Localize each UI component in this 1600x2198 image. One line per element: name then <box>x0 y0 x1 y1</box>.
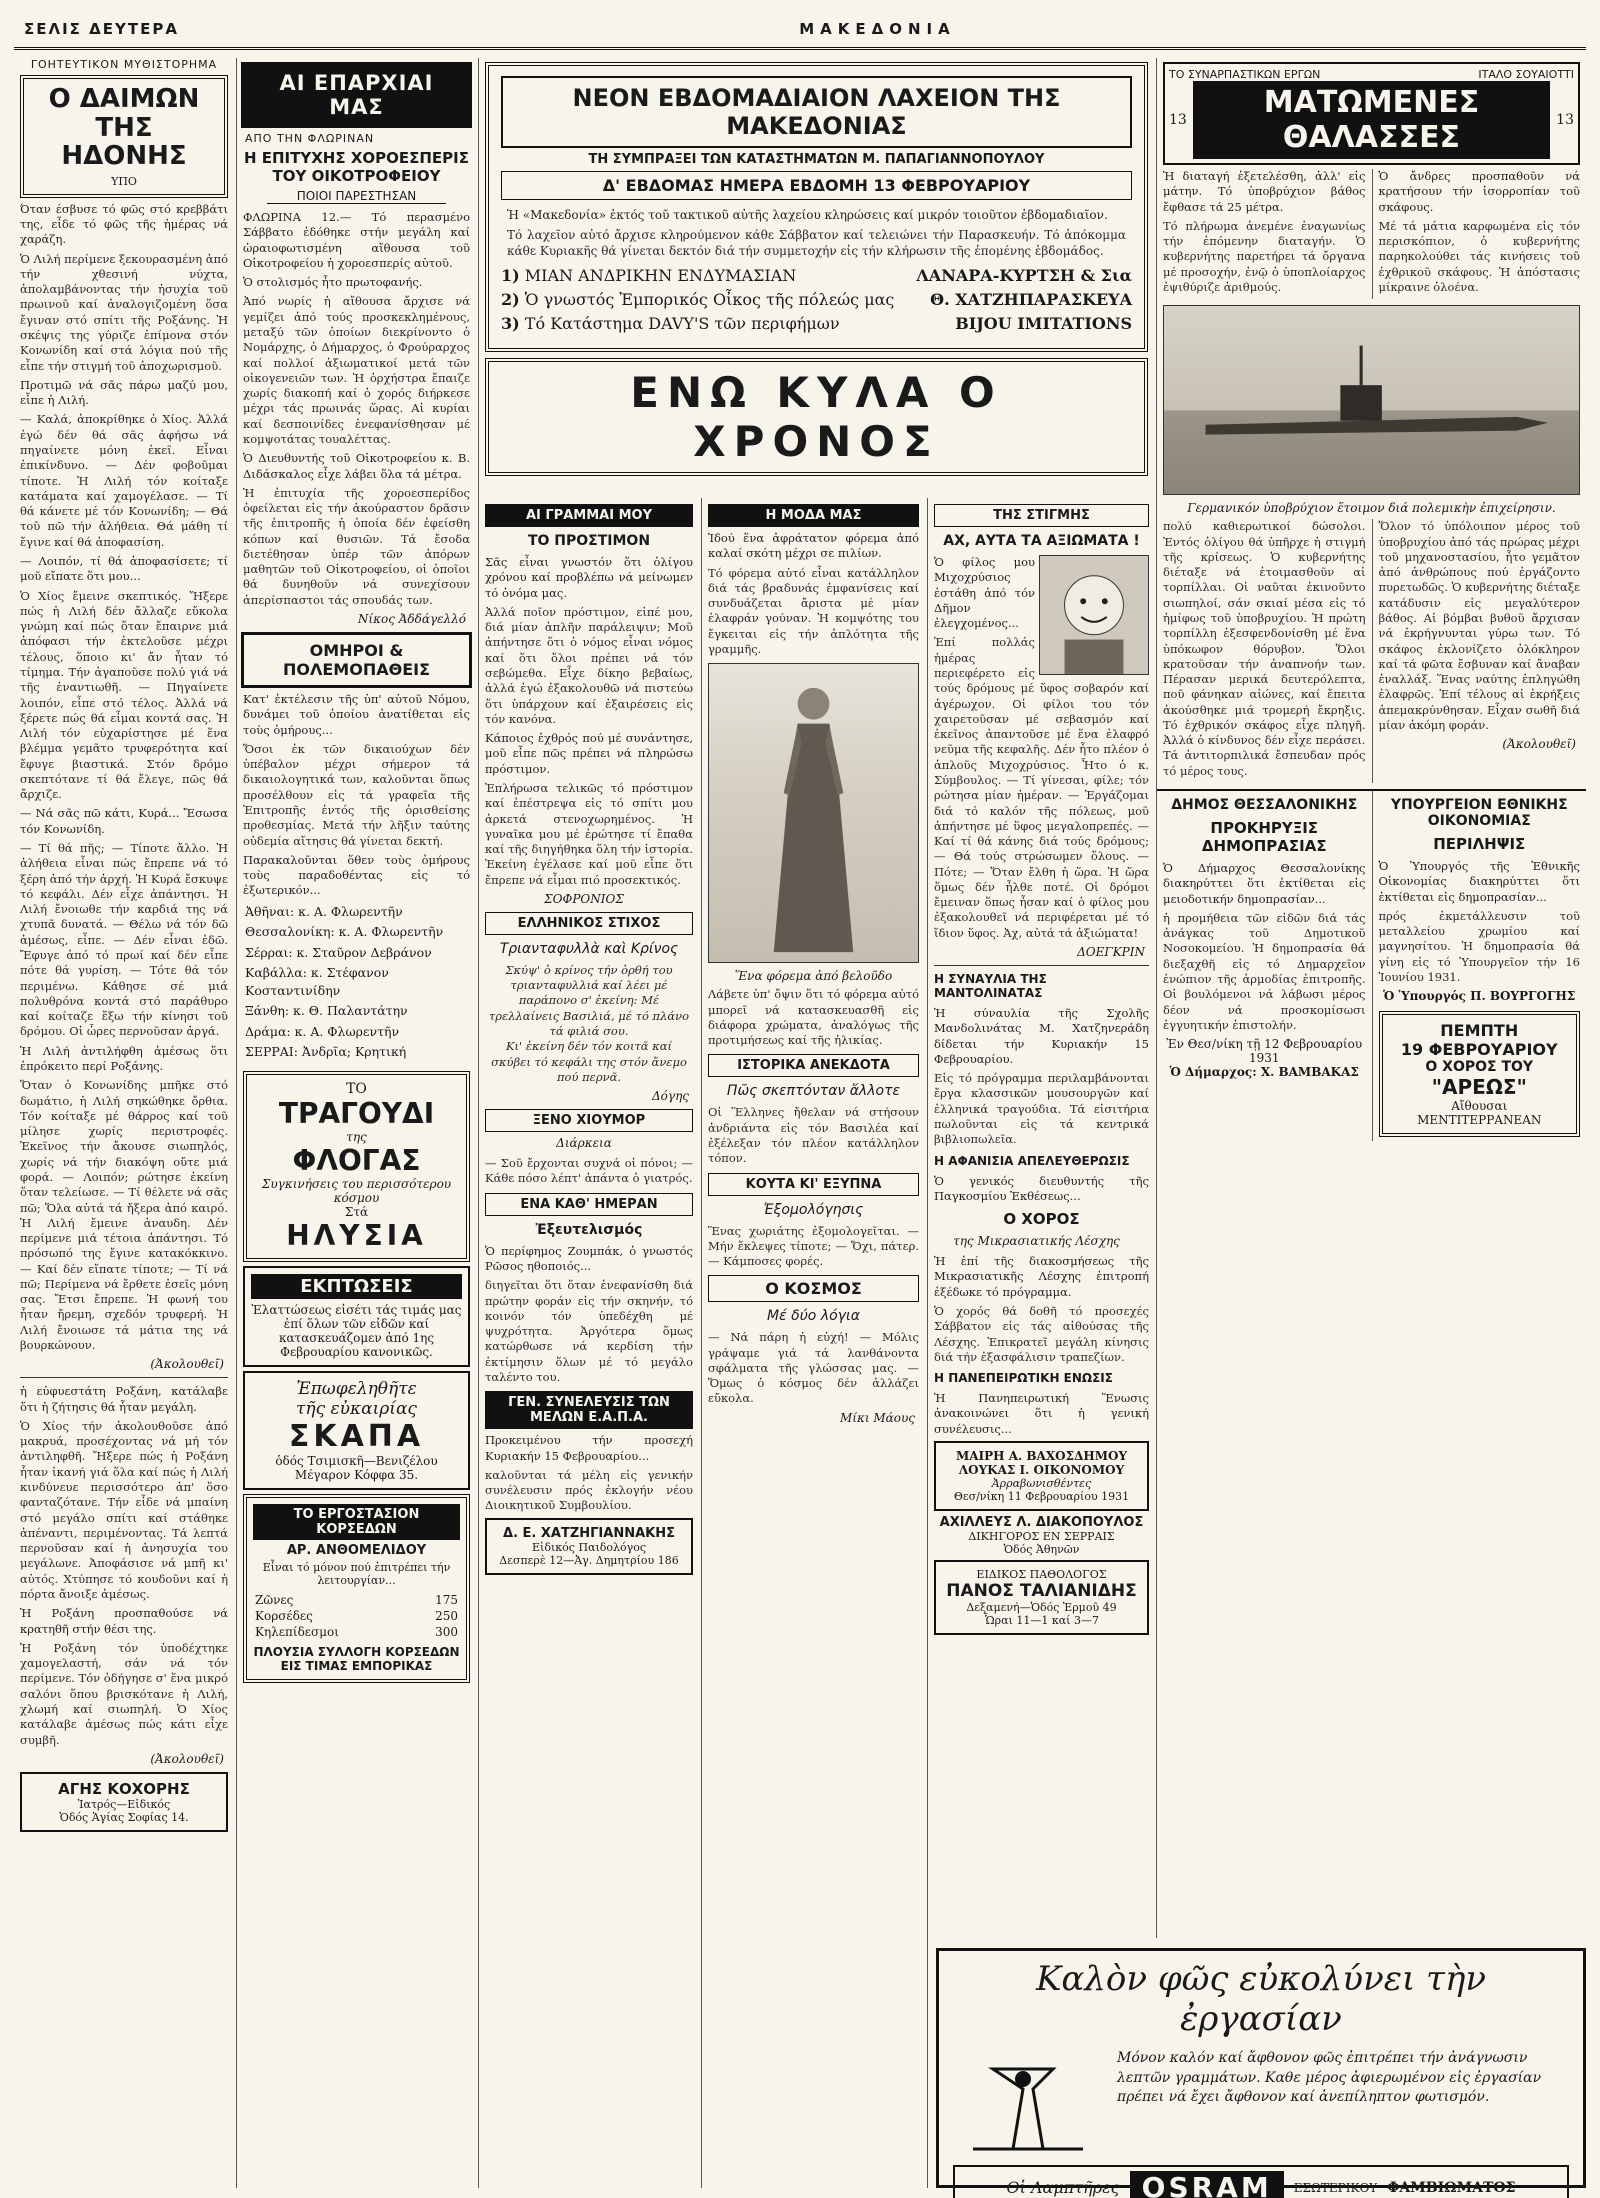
wedding-ad <box>934 1441 1149 1511</box>
dimos-signer: Ὁ Δήμαρχος: Χ. ΒΑΜΒΑΚΑΣ <box>1169 1065 1359 1080</box>
moda-paragraph: Λάβετε ὑπ' ὄψιν ὅτι τό φόρεμα αὐτό μπορεῖ νά κατασκευασθῆ εἰς διάφορα χρώματα, ἀναλόγως τῆς προτιμήσεως καί τῆς ἡλικίας. <box>708 987 919 1048</box>
tragoudi-line: Συγκινήσεις του περισσότερου κόσμου <box>261 1176 452 1205</box>
koyta-text: Ἕνας χωριάτης ἐξομολογεῖται. — Μήν ἔκλεψες τίποτε; — Ὄχι, πάτερ. — Κάμποσες φορές. <box>708 1223 919 1269</box>
lawyer-role: ΔΙΚΗΓΟΡΟΣ ΕΝ ΣΕΡΡΑΙΣ <box>968 1529 1115 1543</box>
lottery-prize: 3) Τό Κατάστημα DAVY'S τῶν περιφήμων BIJOU IMITATIONS <box>501 313 1132 333</box>
stigmis-paragraph: Ἐπί πολλάς ἡμέρας περιεφέρετο εἰς τούς δρόμους μέ ὕφος σοβαρόν καί ἀγέρωχον. Οἱ φίλοι του τόν χαιρετοῦσαν μέ σεβασμόν καί ἐκεῖνος ἀπαντοῦσε μέ ἕνα ἐλαφρό νεῦμα τῆς κεφαλῆς. Δέν ἦτο πλέον ὁ ἁπλοῦς Μιχοχρύσιος. Ἦτο ὁ κ. Σύμβουλος. — Τί γίνεσαι, φίλε; τόν ρώτησα μίαν ἡμέραν. — Ἐργάζομαι διά τό καλόν τῆς πόλεως, μοῦ ἀπήντησε μέ ὕφος μεγαλοπρεπές. — Καί τί θά κάνης διά τούς δρόμους; — Θά τούς στρώσωμεν ὅλους. — Πότε; — Ὅταν ἔλθη ἡ ὥρα. Ἡ ὥρα ὅμως δέν ἦλθε ποτέ. Οἱ δρόμοι ἔμειναν ὅπως ἦσαν καί ὁ φίλος μου ἐξακολουθεῖ νά περιφέρεται μέ τό ἴδιον ὕφος. Ἀχ, αὐτά τά ἀξιώματα! <box>934 635 1149 940</box>
mia-imera-text: Ὁ περίφημος Ζουμπάκ, ὁ γνωστός Ρῶσος ηθοποιός... <box>485 1243 693 1273</box>
panos-ad <box>934 1560 1149 1635</box>
seas-paragraph: Ὅλον τό ὑπόλοιπον μέρος τοῦ ὑποβρυχίου ἀπό τάς πρώρας μέχρι τοῦ μηχανοστασίου, ἦτο γεμᾶτον ἀπό ἀνθρώπους πού ἐργάζοντο πυρετωδῶς. Ὁ κυβερνήτης διέταξε κατάδυσιν εἰς μεγαλύτερον βάθος. Αἱ βόμβαι βυθοῦ ἄρχισαν νά ἐκρήγνυνται γύρω των. Τό σκάφος ἐκλονίζετο ὁλόκληρον καί τά φῶτα ἔσβυναν καί ἄναβαν ἐναλλάξ. Ἕνας ναύτης ἐπληγώθη ἐλαφρῶς. Ἐπί τέλους αἱ ἐκρήξεις ἀπεμακρύνθησαν. Εἶχαν σωθῆ διά μίαν ἀκόμη φοράν. <box>1378 519 1580 732</box>
ministry-headline: ΠΕΡΙΛΗΨΙΣ <box>1433 835 1526 854</box>
homer-places <box>237 903 476 1061</box>
choros-sub: της Μικρασιατικής Λέσχης <box>953 1234 1120 1249</box>
stigmis-paragraph: Ὁ φίλος μου Μιχοχρύσιος ἐστάθη ἀπό τόν Δῆμον ἐλεγχομένος... <box>934 555 1035 631</box>
center-block <box>478 58 1154 2188</box>
seas-number: 13 <box>1169 112 1187 128</box>
genus-title: ΓΕΝ. ΣΥΝΕΛΕΥΣΙΣ ΤΩΝ ΜΕΛΩΝ Ε.Α.Π.Α. <box>485 1391 693 1429</box>
seas-author: ΙΤΑΛΟ ΣΟΥΑΙΟΤΤΙ <box>1478 68 1574 81</box>
stichos-author: Δόγης <box>652 1089 689 1104</box>
stigmis-title: ΤΗΣ ΣΤΙΓΜΗΣ <box>934 504 1149 527</box>
tragoudi-venue: ΗΛΥΣΙΑ <box>286 1218 427 1252</box>
seas-paragraph: Μέ τά μάτια καρφωμένα εἰς τόν περισκόπιον, ὁ κυβερνήτης παρηκολούθει τάς κινήσεις τοῦ ἐχθρικοῦ σκάφους. Ἡ ἀπόστασις μίκραινε ὁλοένα. <box>1378 218 1580 294</box>
homer-paragraph: Κατ' ἐκτέλεσιν τῆς ὑπ' αὐτοῦ Νόμου, δυνάμει τοῦ ὁποίου ἀνατίθεται εἰς τοὺς ὁμήρους... <box>243 692 470 737</box>
homer-place: Σέρραι: κ. Σταῦρον Δεβράνον <box>245 944 432 960</box>
dance-line: Ο ΧΟΡΟΣ ΤΟΥ <box>1425 1059 1534 1076</box>
divider <box>934 965 1149 966</box>
novel-issue: ΥΠΟ <box>111 174 137 188</box>
choros-text: Ὁ χορός θά δοθῆ τό προσεχές Σάββατον εἰς τάς αἰθούσας τῆς Λέσχης. Ἐπικρατεῖ μεγάλη κίνησις διά τήν ἐξασφάλισιν τραπεζίων. <box>934 1303 1149 1364</box>
afanismos-title: Η ΑΦΑΝΙΣΙΑ ΑΠΕΛΕΥΘΕΡΩΣΙΣ <box>934 1153 1130 1168</box>
ekptoseis-title: ΕΚΠΤΩΣΕΙΣ <box>251 1274 462 1299</box>
lottery-ad <box>485 62 1148 352</box>
koyta-title: ΚΟΥΤΑ ΚΙ' ΕΞΥΠΝΑ <box>708 1173 919 1196</box>
lawyer-name: ΑΧΙΛΛΕΥΣ Λ. ΔΙΑΚΟΠΟΥΛΟΣ <box>939 1514 1144 1530</box>
novel-kicker: ΓΟΗΤΕΥΤΙΚΟΝ ΜΥΘΙΣΤΟΡΗΜΑ <box>30 58 218 71</box>
dimos-text: Ὁ Δήμαρχος Θεσσαλονίκης διακηρύττει ὅτι ἐκτίθεται εἰς μειοδοτικήν δημοπρασίαν... <box>1163 861 1366 906</box>
hatzi-ad <box>485 1518 693 1575</box>
stichos-title: ΕΛΛΗΝΙΚΟΣ ΣΤΙΧΟΣ <box>485 912 693 935</box>
column-right <box>1156 58 1586 1938</box>
column-provinces <box>236 58 476 2188</box>
stichos-headline: Τριανταφυλλὰ καὶ Κρίνος <box>499 940 679 957</box>
page-label: ΣΕΛΙΣ ΔΕΥΤΕΡΑ <box>24 19 179 38</box>
novel-paragraph: — Τί θά πῆς; — Τίποτε ἄλλο. Ἡ ἀλήθεια εἶναι πώς ἔπρεπε νά τό ξέρη ἀπό τήν ἀρχή. Ἡ Κυρά ἔσκυψε τό κεφάλι. Δέν εἶχε ἀπάντησι. Ἡ Λιλή ἔνοιωθε τήν καρδιά της νά χτυπᾶ δυνατά. — Θέλω νά τόν δῶ ἀμέσως, εἶπε. — Δέν εἶναι ἐδῶ. Ἔφυγε ἀπό τό πρωί καί δέν εἶπε πότε θά γυρίση. — Τότε θά τόν περιμένω. Κάθησε σέ μιά πολυθρόνα κοντά στό παράθυρο καί κοίταζε ἔξω τήν κίνησι τοῦ δρόμου. Οἱ ὧρες περνοῦσαν ἀργά. <box>20 841 228 1039</box>
osram-brand-left: Οἱ Λαμπτῆρες <box>1006 2178 1120 2197</box>
lottery-intro: Τό λαχεῖον αὐτό ἄρχισε κληρούμενον κάθε Σάββατον καί τελειώνει τήν Παρασκευήν. Τό ἀπόκομμα κάθε Κυριακῆς θά γίνεται δεκτόν διά τήν συμμετοχήν εἰς τήν κλήρωσιν τῆς ἐπομένης ἑβδομάδος. <box>507 227 1126 258</box>
homer-place: Ξάνθη: κ. Θ. Παλαντάτην <box>245 1003 408 1019</box>
choros-text: Ἡ ἐπί τῆς διακοσμήσεως τῆς Μικρασιατικῆς Λέσχης ἐπιτροπή ἐξέδωκε τό πρόγραμμα. <box>934 1254 1149 1299</box>
provinces-paragraph: Ἀπό νωρίς ἡ αἴθουσα ἄρχισε νά γεμίζει ἀπό τούς προσκεκλημένους, μεταξύ τῶν ὁποίων διεκρίνοντο ὁ Νομάρχης, ὁ Δήμαρχος, ὁ Φρούραρχος καί πολλοί ἀξιωματικοί μετά τῶν οἰκογενειῶν των. Ἡ ὀρχήστρα ἔπαιζε χωρίς διακοπή καί ὁ χορός διήρκεσε μέχρι τάς πρωινάς ὥρας. Αἱ κυρίαι καί δεσποινίδες ἐνεφανίσθησαν μέ κομψοτάτας τουαλέττας. <box>243 294 470 446</box>
seas-paragraph: πολύ καθιερωτικοί δώσολοι. Ἐντός ὀλίγου θά ὑπῆρχε ἡ στιγμή τῆς κρίσεως. Ὁ κυβερνήτης διέταξε νά ἑτοιμασθοῦν αἱ τορπίλλαι. Οἱ ναῦται ἐκινοῦντο σιωπηλοί, σάν σκιαί μέσα εἰς τό ἡμίφως τοῦ ὑποβρυχίου. Ἡ πρώτη τορπίλλη ἐξεσφενδονίσθη μέ ἕνα ὑπόκωφον θόρυβον. Ὅλοι κρατοῦσαν τήν ἀναπνοήν των. Πέρασαν μερικά δευτερόλεπτα, ποῦ φάνηκαν αἰώνες, καί ἔπειτα ἀκούσθηκε μιά τρομερή ἔκρηξις. Τό ἐχθρικόν σκάφος εἶχε πληγῆ. Ἀλλά ὁ κίνδυνος δέν εἶχε περάσει. Τά ἀντιτορπιλικά ἔσπευδαν πρός τό μέρος τους. <box>1163 519 1366 778</box>
provinces-paragraph: Ὁ στολισμός ἦτο πρωτοφανής. <box>243 275 423 290</box>
provinces-headline: Η ΕΠΙΤΥΧΗΣ ΧΟΡΟΕΣΠΕΡΙΣ ΤΟΥ ΟΙΚΟΤΡΟΦΕΙΟΥ <box>243 149 469 185</box>
left-bottom-paragraph: Ὁ Χίος τήν ἀκολουθοῦσε ἀπό μακρυά, προσέχοντας νά μή τόν ἀντιληφθῆ. Ἤξερε πώς ἡ Ροξάνη ἦταν ἱκανή γιά ὅλα καί πώς ἡ Λιλή κινδύνευε περισσότερο ἀπ' ὅσο φανταζότανε. Τήν εἶδε νά μπαίνη στό μεγάλο σπίτι καί στάθηκε ἀπέναντι, περιμένοντας. Τά λεπτά περνοῦσαν καί ἡ ἀνησυχία του μεγάλωνε. Ἀποφάσισε νά μπῆ κι' αὐτός. Χτύπησε τό κουδοῦνι καί ἡ πόρτα ἄνοιξε ἀμέσως. <box>20 1418 228 1601</box>
afanismos-text: Ὁ γενικός διευθυντής τῆς Παγκοσμίου Ἐκθέσεως... <box>934 1173 1149 1203</box>
genus-text: καλοῦνται τά μέλη εἰς γενικήν συνέλευσιν πρός ἐκλογήν νέου Διοικητικοῦ Συμβουλίου. <box>485 1467 693 1513</box>
column-moda <box>701 498 925 2188</box>
novel-paragraph: Ὁ Λιλή περίμενε ξεκουρασμένη ἀπό τήν χθεσινή νύχτα, ἀπολαμβάνοντας τήν ἡσυχία τοῦ πρωινοῦ καί ἀναλογιζομένη ὅσα ἔγιναν στό σπίτι τῆς Ροξάνης. Ἡ σκέψις της γύριζε ἐπίμονα στόν Κονωνίδη καί στά λόγια πού τῆς εἶπε τήν στιγμή τοῦ ἀποχωρισμοῦ. <box>20 251 228 373</box>
tragoudi-line: της <box>346 1129 367 1144</box>
provinces-paragraph: Ὁ Διευθυντής τοῦ Οἰκοτροφείου κ. Β. Διδάσκαλος εἶχε λάβει ὅλα τά μέτρα. <box>243 451 470 481</box>
homer-paragraph: Παρακαλοῦνται ὅθεν τοὺς ὁμήρους τοὺς παραδοθέντας εἰς τό ἐξωτερικόν... <box>243 852 470 898</box>
cartoon-illustration <box>1039 555 1149 675</box>
dimos-date: Ἐν Θεσ/νίκη τῇ 12 Φεβρουαρίου 1931 <box>1166 1037 1363 1066</box>
novel-paragraph: Ὅταν ὁ Κονωνίδης μπῆκε στό δωμάτιο, ἡ Λιλή σηκώθηκε ὄρθια. Τόν κοίταξε μέ θάρρος καί τοῦ μίλησε χωρίς περιστροφές. Ἐκεῖνος τήν ἄκουσε σιωπηλός, χωρίς νά τήν διακόψη οὔτε μιά φορά. — Λοιπόν; ρώτησε ἐκείνη ὅταν τελείωσε. — Τί θέλετε νά σᾶς πῶ; Ὅλα αὐτά τά ἤξερα ἀπό καιρό. Ἡ Λιλή ἔμεινε ἀναυδη. Δέν περίμενε μιά τέτοια ἀπάντησι. Τό πρόσωπό της ἔγινε κατακόκκινο. — Καί δέν εἴπατε τίποτε; — Τί νά πῶ; Περίμενα νά ἔρθετε ἐσεῖς μόνη σας. Ἔτσι ἔπρεπε. Ἡ φωνή του ἦταν ἤρεμη, σχεδόν τρυφερή. Ἡ Λιλή ἔνοιωσε τά μάτια της νά βουρκώνουν. <box>20 1078 228 1353</box>
novel-paragraph: Όταν έσβυσε τό φῶς στό κρεββάτι της, εἶδε τό φῶς τῆς ἡμέρας νά χαράζη. <box>20 201 228 247</box>
wedding-sub: Ἀρραβωνισθέντες <box>991 1476 1092 1490</box>
seas-series: ΤΟ ΣΥΝΑΡΠΑΣΤΙΚΩΝ ΕΡΓΩΝ <box>1169 68 1321 81</box>
skapa-address: ὁδός Τσιμισκῆ—Βενιζέλου <box>275 1453 438 1468</box>
masthead <box>14 10 1586 50</box>
novel-paragraph: — Νά σᾶς πῶ κάτι, Κυρά... Ἔσωσα τόν Κονωνίδη. <box>20 806 228 836</box>
ministry-title: ΥΠΟΥΡΓΕΙΟΝ ΕΘΝΙΚΗΣ ΟΙΚΟΝΟΜΙΑΣ <box>1390 797 1568 830</box>
provinces-title: ΑΙ ΕΠΑΡΧΙΑΙ ΜΑΣ <box>241 62 472 128</box>
osram-brand-right: ΦΑΜΒΙΩΜΑΤΟΣ <box>1387 2179 1516 2196</box>
lamp-icon <box>953 2049 1103 2159</box>
doctor-address: Ὁδός Ἁγίας Σοφίας 14. <box>59 1810 189 1824</box>
osram-brand-sub: ΕΣΩΤΕΡΙΚΟΥ <box>1293 2180 1378 2195</box>
wedding-name: ΛΟΥΚΑΣ Ι. ΟΙΚΟΝΟΜΟΥ <box>958 1462 1125 1477</box>
panos-hours: Ὧραι 11—1 καί 3—7 <box>984 1613 1099 1627</box>
seas-title: ΜΑΤΩΜΕΝΕΣ ΘΑΛΑΣΣΕΣ <box>1193 81 1550 159</box>
istorika-title: ΙΣΤΟΡΙΚΑ ΑΝΕΚΔΟΤΑ <box>708 1054 919 1077</box>
hatzi-address: Δεσπερὲ 12—Ἀγ. Δημητρίου 186 <box>499 1553 679 1567</box>
doctor-name: ΑΓΗΣ ΚΟΧΟΡΗΣ <box>58 1779 190 1798</box>
table-row: Κορσέδες 250 <box>255 1608 458 1623</box>
dance-day: ΠΕΜΠΤΗ <box>1440 1021 1519 1041</box>
wedding-name: ΜΑΙΡΗ Α. ΒΑΧΟΣΔΗΜΟΥ <box>955 1448 1128 1463</box>
hatzi-role: Εἰδικός Παιδολόγος <box>532 1540 646 1554</box>
grammai-paragraph: Ἀλλά ποῖον πρόστιμον, εἰπέ μου, διά μίαν ἁπλῆν παράλειψιν; Μοῦ ἀπήντησε ὅτι ὁ νόμος εἶναι νόμος καί ὅτι ὅλοι πρέπει νά τόν σεβώμεθα. Εἶχε δίκηο βεβαίως, ἀλλά ἐγώ ἐξακολουθῶ νά πιστεύω ὅτι ὑπάρχουν καί ἐξαιρέσεις εἰς τόν κανόνα. <box>485 604 693 726</box>
corsets-ad <box>243 1494 470 1683</box>
panepeirotiki-text: Ἡ Πανηπειρωτική Ἕνωσις ἀνακοινώνει ὅτι ἡ γενική συνέλευσις... <box>934 1391 1149 1436</box>
panos-name: ΠΑΝΟΣ ΤΑΛΙΑΝΙΔΗΣ <box>946 1580 1137 1601</box>
ekptoseis-ad <box>243 1266 470 1367</box>
seas-photo-caption: Γερμανικόν ὑποβρύχιον ἕτοιμον διά πολεμικὴν ἐπιχείρησιν. <box>1187 501 1556 516</box>
osram-slogan: Καλὸν φῶς εὐκολύνει τὴν ἐργασίαν <box>1035 1959 1487 2039</box>
panos-address: Δεξαμενή—Ὁδός Ἑρμοῦ 49 <box>966 1600 1117 1614</box>
lottery-title: ΝΕΟΝ ΕΒΔΟΜΑΔΙΑΙΟΝ ΛΑΧΕΙΟΝ ΤΗΣ ΜΑΚΕΔΟΝΙΑΣ <box>501 76 1132 148</box>
ministry-text: Ὁ Ὑπουργός τῆς Ἐθνικῆς Οἰκονομίας διακηρύττει ὅτι ἐκτίθεται εἰς δημοπρασίαν... <box>1378 859 1580 904</box>
provinces-kicker: ΑΠΟ ΤΗΝ ΦΛΩΡΙΝΑΝ <box>245 132 375 145</box>
tragoudi-title: ΤΡΑΓΟΥΔΙ <box>278 1096 435 1130</box>
column-stigmis <box>927 498 1154 2188</box>
choros-title: Ο ΧΟΡΟΣ <box>1003 1210 1080 1229</box>
skapa-name: ΣΚΑΠΑ <box>288 1418 425 1454</box>
tragoudi-line: ΤΟ <box>346 1080 367 1097</box>
columns <box>14 58 1586 2198</box>
osram-ad <box>936 1948 1586 2198</box>
fashion-illustration <box>708 663 919 963</box>
dance-venue: Αἴθουσαι ΜΕΝΤΙΤΕΡΡΑΝΕΑΝ <box>1417 1099 1542 1128</box>
homer-title: ΟΜΗΡΟΙ & ΠΟΛΕΜΟΠΑΘΕΙΣ <box>241 632 472 688</box>
koyta-headline: Ἐξομολόγησις <box>763 1201 864 1218</box>
homer-place: Δράμα: κ. Α. Φλωρεντῆν <box>245 1023 400 1039</box>
tragoudi-ad <box>243 1071 470 1262</box>
seas-paragraph: Ὁ ἄνδρες προσπαθοῦν νά κρατήσουν τήν ἰσορροπίαν τοῦ σκάφους. <box>1378 169 1580 214</box>
stichos-verse: Σκύψ' ὁ κρίνος τήν ὀρθή του τριανταφυλλιά καί λέει μέ παράπονο σ' ἐκείνη: Μέ τρελλαίνεις Βασιλιά, μέ τό πλάνο τά φιλιά σου. Κι' ἐκείνη δέν τόν κοιτᾶ καί σκύβει τό κεφάλι της στόν ἄνεμο πού περνᾶ. <box>488 962 690 1084</box>
tragoudi-line: Στά <box>344 1204 369 1219</box>
osram-brand: OSRAM <box>1130 2171 1284 2198</box>
panepeirotiki-title: Η ΠΑΝΕΠΕΙΡΩΤΙΚΗ ΕΝΩΣΙΣ <box>934 1371 1113 1386</box>
mia-imera-text: διηγεῖται ὅτι ὅταν ἐνεφανίσθη διά πρώτην φοράν εἰς τήν σκηνήν, τό κοινόν τόν ὑπεδέχθη μέ ψυχρότητα. Ἀργότερα ὅμως κατώρθωσε νά κερδίση τήν ἐκτίμησιν ὅλων μέ τό μεγάλο ταλέντο του. <box>485 1278 693 1384</box>
kyla-title: ΕΝΩ ΚΥΛΑ Ο ΧΡΟΝΟΣ <box>485 358 1148 476</box>
ministry-notice <box>1372 791 1587 1141</box>
kosmos-sub: Μέ δύο λόγια <box>767 1308 860 1325</box>
grammai-paragraph: Σᾶς εἶναι γνωστόν ὅτι ὀλίγου χρόνου καί προβλέπω νά μείνωμεν τό ὀνόμα μας. <box>485 555 693 600</box>
xeno-humor-title: ΞΕΝΟ ΧΙΟΥΜΟΡ <box>485 1109 693 1132</box>
homer-paragraph: Ὅσοι ἐκ τῶν δικαιούχων δέν ὑπέβαλον μέχρι σήμερον τά δικαιολογητικά των, καλοῦνται ὅπως προσέλθουν εἰς τά γραφεῖα τῆς Ἐπιτροπῆς ἐντός τῆς ὁρισθείσης προθεσμίας. Μετά τήν λῆξιν ταύτης οὐδεμία αἴτησις θά γίνεται δεκτή. <box>243 741 470 848</box>
grammai-title: ΑΙ ΓΡΑΜΜΑΙ ΜΟΥ <box>485 504 693 527</box>
xanthi-title: Η ΣΥΝΑΥΛΙΑ ΤΗΣ ΜΑΝΤΟΛΙΝΑΤΑΣ <box>934 972 1047 1001</box>
skapa-ad <box>243 1371 470 1490</box>
seas-number-right: 13 <box>1556 112 1574 128</box>
face-icon <box>1040 556 1148 674</box>
divider <box>20 1377 228 1378</box>
dimos-headline: ΠΡΟΚΗΡΥΞΙΣ ΔΗΜΟΠΡΑΣΙΑΣ <box>1201 819 1327 856</box>
corsets-title: ΤΟ ΕΡΓΟΣΤΑΣΙΟΝ ΚΟΡΣΕΔΩΝ <box>253 1504 460 1540</box>
provinces-subhead: ΠΟΙΟΙ ΠΑΡΕΣΤΗΣΑΝ <box>267 189 446 204</box>
ministry-signer: Ὁ Ὑπουργός Π. ΒΟΥΡΓΟΓΗΣ <box>1383 989 1576 1004</box>
skapa-address: Μέγαρον Κόφφα 35. <box>294 1467 419 1482</box>
kosmos-author: Μίκι Μάους <box>839 1410 915 1425</box>
kosmos-title: Ο ΚΟΣΜΟΣ <box>708 1275 919 1302</box>
lottery-week: Δ' ΕΒΔΟΜΑΣ ΗΜΕΡΑ ΕΒΔΟΜΗ 13 ΦΕΒΡΟΥΑΡΙΟΥ <box>501 171 1132 200</box>
grammai-paragraph: Κάποιος ἐχθρός πού μέ συνάντησε, μοῦ εἶπε πῶς πρέπει νά πληρώσω πρόστιμον. <box>485 731 693 776</box>
mia-imera-headline: Ἐξευτελισμός <box>535 1221 643 1238</box>
left-bottom-paragraph: Ἡ Ροξάνη προσπαθούσε νά κρατηθῆ στήν θέσι της. <box>20 1606 228 1636</box>
novel-paragraph: — Λοιπόν, τί θά ἀποφασίσετε; τί μοῦ εἴπατε ὅτι μου... <box>20 553 228 584</box>
seas-header <box>1163 62 1580 165</box>
lottery-prize: 2) Ὁ γνωστός Ἐμπορικός Οἶκος τῆς πόλεώς μας Θ. ΧΑΤΖΗΠΑΡΑΣΚΕΥΑ <box>501 289 1132 309</box>
dance-ad <box>1379 1011 1581 1137</box>
table-row: Κηλεπίδεσμοι 300 <box>255 1624 458 1639</box>
homer-place: Καβάλλα: κ. Στέφανον Κοσταντινίδην <box>245 965 389 998</box>
lottery-sub: ΤΗ ΣΥΜΠΡΑΞΕΙ ΤΩΝ ΚΑΤΑΣΤΗΜΑΤΩΝ Μ. ΠΑΠΑΓΙΑΝΝΟΠΟΥΛΟΥ <box>588 152 1045 167</box>
provinces-author: Νίκος Ἀδδάγελλό <box>357 612 466 627</box>
submarine-photo <box>1163 305 1580 495</box>
homer-place: Θεσσαλονίκη: κ. Α. Φλωρεντῆν <box>245 924 444 940</box>
grammai-author: ΣΟΦΡΟΝΙΟΣ <box>544 891 624 906</box>
corsets-text: Εἶναι τό μόνον πού ἐπιτρέπει τήν λειτουργίαν... <box>262 1560 451 1587</box>
left-bottom-continued: (Ἀκολουθεῖ) <box>150 1751 224 1766</box>
novel-paragraph: Ἡ Λιλή ἀντιλήφθη ἀμέσως ὅτι ἐπρόκειτο περί Ροξάνης. <box>20 1043 228 1073</box>
ekptoseis-text: Ἐλαττώσεως εἰσέτι τάς τιμάς μας ἐπί ὅλων τῶν εἰδῶν καί κατασκευάζομεν ἀπό 1ης Φεβρουαρίου κανονικῶς. <box>251 1302 462 1359</box>
genus-text: Προκειμένου τήν προσεχή Κυριακήν 15 Φεβρουαρίου... <box>485 1433 693 1463</box>
submarine-icon <box>1164 306 1579 494</box>
tragoudi-flogas: ΦΛΟΓΑΣ <box>292 1143 421 1177</box>
seas-paragraph: Ἡ διαταγή ἐξετελέσθη, ἀλλ' εἰς μάτην. Τό ὑποβρύχιον βάθος ἔφθασε τά 25 μέτρα. <box>1163 169 1366 214</box>
novel-paragraph: Προτιμῶ νά σᾶς πάρω μαζύ μου, εἶπε ἡ Λιλή. <box>20 377 228 408</box>
dance-date: 19 ΦΕΒΡΟΥΑΡΙΟΥ <box>1400 1040 1558 1060</box>
hatzi-name: Δ. Ε. ΧΑΤΖΗΓΙΑΝΝΑΚΗΣ <box>503 1525 675 1541</box>
seas-paragraph: Τό πλήρωμα ἀνεμένε ἐναγωνίως τήν ἐπόμενην διαταγήν. Ὁ κυβερνήτης παρετήρει τά ὄργανα μέ προσοχήν, ἐνῷ ὁ ὑποπλοίαρχος ἐψιθύριζε ἀριθμούς. <box>1163 218 1366 294</box>
dimos-title: ΔΗΜΟΣ ΘΕΣΣΑΛΟΝΙΚΗΣ <box>1171 797 1358 814</box>
novel-title: Ο ΔΑΙΜΩΝ ΤΗΣ ΗΔΟΝΗΣ <box>48 84 200 172</box>
novel-paragraph: Ὁ Χίος ἔμεινε σκεπτικός. Ἤξερε πώς ἡ Λιλή δέν ἄλλαζε εὔκολα γνώμη καί πώς ὅταν ἔπαιρνε μιά ἀπόφασι τήν ἐκτελοῦσε μέχρι τέλους, ὅποιο κι' ἄν ἦταν τό τίμημα. Τήν ἀγαποῦσε πολύ γιά νά τῆς ἐναντιωθῆ. — Πηγαίνετε λοιπόν, εἶπε στό τέλος. Ἀλλά νά ξέρετε πώς θά εἶμαι κοντά σας. Ἡ Λιλή τόν εὐχαρίστησε μέ ἕνα βλέμμα γεμᾶτο τρυφερότητα καί ἔφυγε βιαστικά. Στόν δρόμο σκεπτότανε τί θά ἔλεγε, πῶς θά ἄρχιζε. <box>20 588 228 802</box>
corsets-owner: ΑΡ. ΑΝΘΟΜΕΛΙΔΟΥ <box>286 1542 427 1558</box>
provinces-paragraph: ΦΛΩΡΙΝΑ 12.— Τό περασμένο Σάββατο ἐδόθηκε στήν μεγάλη καί ὡραιοφωτισμένη αἴθουσα τοῦ Οἰκοτροφείου ἡ χοροεσπερίς αὐτοῦ. <box>243 210 470 270</box>
doctor-role: Ἰατρός—Εἰδικός <box>77 1797 171 1811</box>
moda-paragraph: Τό φόρεμα αὐτό εἶναι κατάλληλον διά τάς βραδυνάς ἐμφανίσεις καί συνδυάζεται ἄριστα μέ μίαν ἐλαφράν γούναν. Ἡ κομψότης του ἔγκειται εἰς τήν ἁπλότητα τῆς γραμμῆς. <box>708 565 919 656</box>
kosmos-text: — Νά πάρη ἡ εὐχή! — Μόλις γράψαμε γιά τά λανθάνοντα σφάλματα τῆς γλώσσας μας. — Ὅμως ὁ κόσμος δέν ἀλλάζει εὔκολα. <box>708 1330 919 1406</box>
grammai-paragraph: Ἐπλήρωσα τελικῶς τό πρόστιμον καί ἐπέστρεψα εἰς τό σπίτι μου ἀρκετά στενοχωρημένος. Ἡ γυναῖκα μου μέ ἐρώτησε τί ἔπαθα καί τῆς διηγήθηκα ὅλη τήν ἱστορία. Ἐκείνη ἐγέλασε καί μοῦ εἶπε ὅτι ἔπρεπε νά εἶμαι πιό προσεκτικός. <box>485 780 693 887</box>
stigmis-author: ΔΟΕΓΚΡΙΝ <box>1077 945 1145 960</box>
dimos-text: ἡ προμήθεια τῶν εἰδῶν διά τάς ἀνάγκας τοῦ Δημοτικοῦ Νοσοκομείου. Ἡ δημοπρασία θά διεξαχθῆ εἰς τό Δημαρχεῖον ἐνώπιον τῆς ἁρμοδίας ἐπιτροπῆς. Οἱ βουλόμενοι νά λάβωσι μέρος δέον νά προσκομίσωσι ἐγγυητικήν ἐπιστολήν. <box>1163 910 1366 1032</box>
provinces-paragraph: Ἡ ἐπιτυχία τῆς χοροεσπερίδος ὀφείλεται εἰς τήν ἀκούραστον δρᾶσιν τῆς ἐπιτροπῆς ἡ ὁποία δέν ἐφείσθη κόπων καί θυσιῶν. Τά ἔσοδα διετέθησαν ὑπέρ τῶν ἀπόρων μαθητῶν τοῦ Οἰκοτροφείου, οἱ ὁποῖοι θά δυνηθοῦν νά συνεχίσουν ἀπερίσπαστοι τάς σπουδάς των. <box>243 485 470 607</box>
novel-title-box <box>20 75 228 198</box>
moda-caption: Ἕνα φόρεμα ἀπό βελοῦδο <box>734 969 893 984</box>
wedding-date: Θεσ/νίκη 11 Φεβρουαρίου 1931 <box>953 1489 1130 1503</box>
table-row: Ζῶνες 175 <box>255 1592 458 1607</box>
grammai-headline: ΤΟ ΠΡΟΣΤΙΜΟΝ <box>527 533 651 549</box>
ministry-text: πρός ἐκμετάλλευσιν τοῦ μεταλλείου χρωμίου καί μαγνησίτου. Ἡ δημοπρασία θά γίνη εἰς τό Ὑπουργεῖον τήν 16 Ἰουνίου 1931. <box>1378 908 1580 984</box>
lottery-prizes <box>501 266 1132 333</box>
homer-place: Ἀθῆναι: κ. Α. Φλωρεντῆν <box>245 903 403 919</box>
osram-text: Μόνον καλόν καί ἄφθονον φῶς ἐπιτρέπει τήν ἀνάγνωσιν λεπτῶν γραμμάτων. Καθε μέρος ἀφιερωμένον εἰς ἐργασίαν πρέπει νά ἔχει ἄφθονον καί ἀνεπίληπτον φωτισμόν. <box>1117 2050 1542 2106</box>
novel-paragraph: — Καλά, ἀποκρίθηκε ὁ Χίος. Ἀλλά ἐγώ δέν θά σᾶς ἀφήσω νά πηγαίνετε μόνη ἐκεῖ. Εἶναι ἐπικίνδυνο. — Δέν φοβοῦμαι τίποτε. Ἡ Λιλή τόν κοίταξε κατάματα καί χαμογέλασε. — Τί θά κάνετε μέ τόν Κονωνίδη; — Θά τοῦ πῶ τήν ἀλήθεια. Θά μάθη τί ἔγινε καί θά ἀποφασίση. <box>20 412 228 549</box>
istorika-headline: Πῶς σκεπτόνταν ἄλλοτε <box>726 1083 901 1100</box>
xeno-humor-sub: Διάρκεια <box>556 1136 612 1151</box>
osram-brand-bar <box>953 2165 1569 2198</box>
xeno-humor-text: — Σοῦ ἔρχονται συχνά οἱ πόνοι; — Κάθε πόσο λέπτ' ἀπάντα ὁ γιατρός. <box>485 1156 693 1186</box>
homer-place: ΣΕΡΡΑΙ: Ἀνδρῖα; Κρητική <box>245 1044 407 1060</box>
corsets-prices <box>253 1591 460 1641</box>
lawyer-ad <box>932 1515 1151 1556</box>
xanthi-text: Ἡ σύναυλία τῆς Σχολῆς Μανδολινάτας Μ. Χατζηνεράδη δίδεται τήν Κυριακήν 15 Φεβρουαρίου. <box>934 1006 1149 1066</box>
dress-icon <box>709 664 918 962</box>
paper-name: ΜΑΚΕΔΟΝΙΑ <box>799 19 956 38</box>
istorika-text: Οἱ Ἕλληνες ἤθελαν νά στήσουν ἀνδριάντα εἰς τόν Βασιλέα καί ἐξέλεξαν τόν πλέον κατάλληλον τόπον. <box>708 1105 919 1166</box>
column-novel <box>14 58 234 2188</box>
skapa-line: τῆς εὐκαιρίας <box>296 1398 417 1419</box>
moda-paragraph: Ἰδού ἕνα ἀφράτατον φόρεμα ἀπό καλαί σκότη μέχρι σε πιλίων. <box>708 531 919 561</box>
corsets-footer: ΠΛΟΥΣΙΑ ΣΥΛΛΟΓΗ ΚΟΡΣΕΔΩΝ ΕΙΣ ΤΙΜΑΣ ΕΜΠΟΡΙΚΑΣ <box>253 1644 460 1673</box>
panos-kicker: ΕΙΔΙΚΟΣ ΠΑΘΟΛΟΓΟΣ <box>976 1567 1107 1581</box>
column-grammai <box>479 498 699 2188</box>
mia-imera-title: ΕΝΑ ΚΑΘ' ΗΜΕΡΑΝ <box>485 1193 693 1216</box>
xanthi-text: Εἰς τό πρόγραμμα περιλαμβάνονται ἔργα κλασσικῶν μουσουργῶν καί ἑλληνικά τραγούδια. Τά εἰσιτήρια πωλοῦνται εἰς τά κεντρικά βιβλιοπωλεῖα. <box>934 1071 1149 1147</box>
lottery-intro: Ἡ «Μακεδονία» ἐκτός τοῦ τακτικοῦ αὐτῆς λαχείου κληρώσεις καί μικρόν τοιοῦτον ἑβδομαδιαῖον. <box>507 208 1108 222</box>
dance-name: "ΑΡΕΩΣ" <box>1431 1075 1527 1100</box>
dimos-notice <box>1157 791 1372 1141</box>
seas-continued: (Ἀκολουθεῖ) <box>1502 737 1576 752</box>
left-bottom-paragraph: Ἡ Ροξάνη τόν ὑποδέχτηκε χαμογελαστή, σάν νά τόν περίμενε. Τόν ὁδήγησε σ' ἕνα μικρό σαλόνι ὅπου βρισκότανε ἡ Λιλή, χλωμή καί σιωπηλή. Ὁ Χίος κατάλαβε ἀμέσως πώς κάτι εἶχε συμβῆ. <box>20 1640 228 1747</box>
lottery-prize: 1) ΜΙΑΝ ΑΝΔΡΙΚΗΝ ΕΝΔΥΜΑΣΙΑΝ ΛΑΝΑΡΑ-ΚΥΡΤΣΗ & Σια <box>501 265 1132 285</box>
skapa-line: Ἐπωφεληθῆτε <box>296 1378 417 1399</box>
left-bottom-paragraph: ἡ εὐφυεστάτη Ροξάνη, κατάλαβε ὅτι ἡ ζήτησις θά ἦταν μεγάλη. <box>20 1384 228 1414</box>
moda-title: Η ΜΟΔΑ ΜΑΣ <box>708 504 919 527</box>
novel-continued: (Ἀκολουθεῖ) <box>150 1357 224 1372</box>
lawyer-address: Ὁδός Ἀθηνῶν <box>1003 1542 1080 1556</box>
stigmis-headline: ΑΧ, ΑΥΤΑ ΤΑ ΑΞΙΩΜΑΤΑ ! <box>943 533 1140 549</box>
doctor-ad <box>20 1772 228 1832</box>
